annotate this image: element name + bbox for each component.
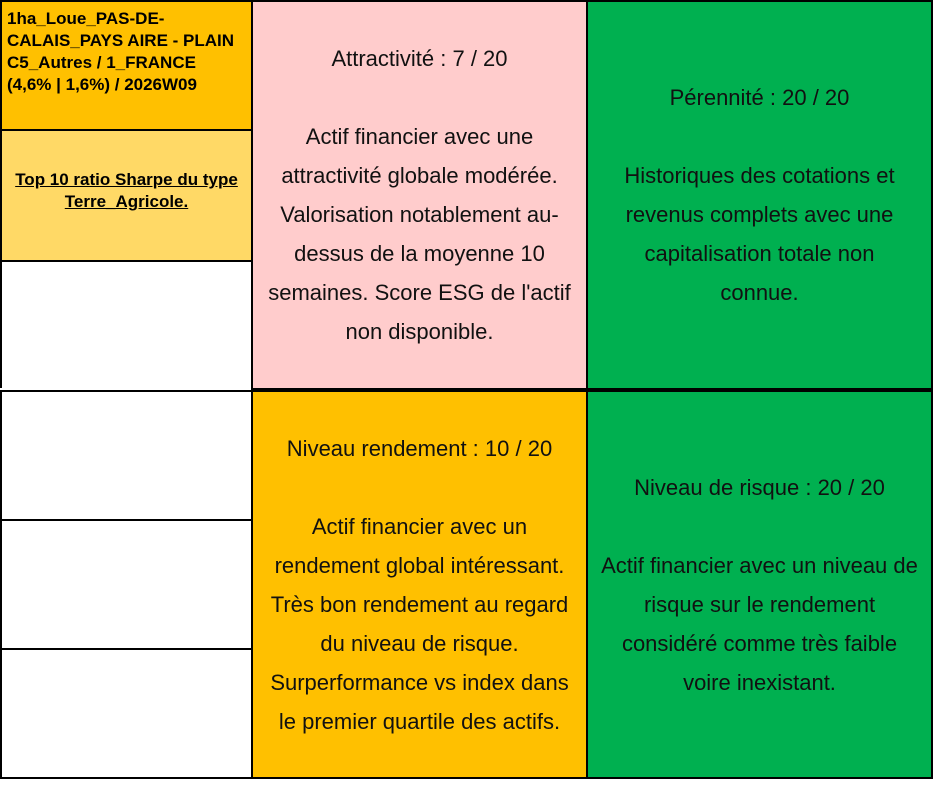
asset-title-cell [0, 0, 253, 131]
risque-text-line: voire inexistant. [683, 669, 836, 695]
rendement-text-line: Surperformance vs index dans [270, 669, 569, 695]
perennite-text-line: connue. [720, 280, 799, 305]
empty-cell [0, 519, 253, 650]
perennite-heading: Pérennité : 20 / 20 [669, 85, 850, 110]
risque-text-line: risque sur le rendement [643, 591, 876, 617]
rendement-text-line: Actif financier avec un [311, 513, 528, 539]
empty-cell [0, 260, 253, 390]
attractivite-text-line: attractivité globale modérée. [281, 163, 558, 188]
perennite-text-line: capitalisation totale non [644, 241, 875, 266]
rendement-heading: Niveau rendement : 10 / 20 [286, 435, 553, 461]
rendement-text-line: rendement global intéressant. [274, 552, 565, 578]
attractivite-text-line: semaines. Score ESG de l'actif [268, 280, 571, 305]
asset-title-line: CALAIS_PAYS AIRE - PLAIN [7, 31, 235, 50]
ranking-line: Terre_Agricole. [64, 192, 189, 211]
asset-title-line: C5_Autres / 1_FRANCE [7, 53, 196, 72]
risque-cell [586, 390, 933, 779]
attractivite-text-line: Valorisation notablement au- [280, 202, 559, 227]
risque-text-line: Actif financier avec un niveau de [601, 552, 918, 578]
risque-heading: Niveau de risque : 20 / 20 [634, 474, 885, 500]
attractivite-text-line: non disponible. [345, 319, 494, 344]
empty-cell [0, 390, 253, 521]
rendement-text-line: le premier quartile des actifs. [278, 708, 561, 734]
attractivite-text-line: Actif financier avec une [305, 124, 534, 149]
risque-text-line: considéré comme très faible [621, 630, 898, 656]
rendement-text-line: Très bon rendement au regard [270, 591, 569, 617]
asset-title-line: (4,6% | 1,6%) / 2026W09 [7, 75, 197, 94]
attractivite-cell [251, 0, 588, 390]
perennite-text-line: Historiques des cotations et [624, 163, 895, 188]
rendement-cell [251, 390, 588, 779]
ranking-line: Top 10 ratio Sharpe du type [15, 170, 238, 189]
rendement-text-line: du niveau de risque. [320, 630, 519, 656]
attractivite-text-line: dessus de la moyenne 10 [294, 241, 545, 266]
asset-title-line: 1ha_Loue_PAS-DE- [7, 9, 165, 28]
empty-cell [0, 648, 253, 779]
ranking-cell [0, 129, 253, 262]
attractivite-heading: Attractivité : 7 / 20 [331, 46, 508, 71]
perennite-cell [586, 0, 933, 390]
perennite-text-line: revenus complets avec une [625, 202, 894, 227]
